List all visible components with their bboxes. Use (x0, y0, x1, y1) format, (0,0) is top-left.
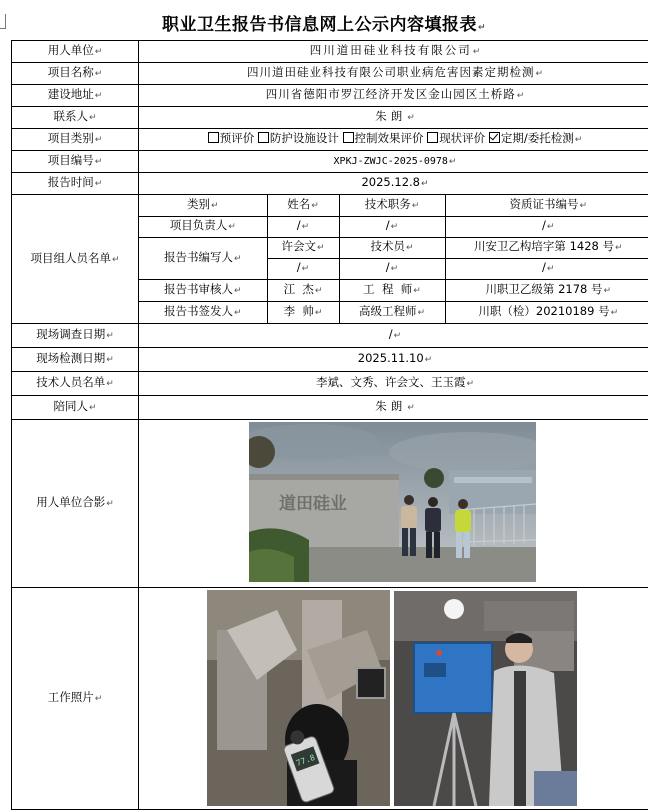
row-group-photo: 用人单位合影↵ (12, 420, 648, 588)
employer-value: 四川道田硅业科技有限公司 (310, 43, 472, 57)
tech-staff-label: 技术人员名单 (36, 375, 105, 389)
report-time-label: 报告时间 (48, 175, 94, 189)
row-test-date: 现场检测日期↵ 2025.11.10↵ (12, 348, 648, 372)
row-address: 建设地址↵ 四川省德阳市罗江经济开发区金山园区土桥路↵ (12, 85, 648, 107)
row-work-photos: 工作照片↵ (12, 588, 648, 810)
checkbox-icon[interactable] (343, 132, 354, 143)
team-writer-row: /↵ /↵ /↵ (139, 258, 648, 279)
survey-date-label: 现场调查日期 (36, 327, 105, 341)
address-label: 建设地址 (48, 87, 94, 101)
contact-value: 朱朗 (375, 109, 406, 123)
row-employer: 用人单位↵ 四川道田硅业科技有限公司↵ (12, 41, 648, 63)
checkbox-icon[interactable] (258, 132, 269, 143)
checkbox-option[interactable]: 控制效果评价 (343, 131, 424, 145)
team-header-row: 类别↵ 姓名↵ 技术职务↵ 资质证书编号↵ (139, 195, 648, 216)
work-photos-label: 工作照片 (48, 690, 94, 704)
row-project-type: 项目类别↵ 预评价 防护设施设计 控制效果评价 现状评价 定期/委托检测↵ (12, 129, 648, 151)
work-photo-left (207, 590, 390, 806)
row-report-time: 报告时间↵ 2025.12.8↵ (12, 173, 648, 195)
report-time-value: 2025.12.8 (361, 175, 420, 189)
row-contact: 联系人↵ 朱朗↵ (12, 107, 648, 129)
contact-label: 联系人 (53, 109, 88, 123)
project-name-label: 项目名称 (48, 65, 94, 79)
svg-text:道田硅业: 道田硅业 (279, 493, 347, 513)
escort-label: 陪同人 (53, 399, 88, 413)
row-team: 项目组人员名单↵ 类别↵ 姓名↵ 技术职务↵ 资质证书编号↵ 项目负责人↵ /↵ /↵ /↵ 报告书编写人↵ 许会文↵ 技术员↵ 川安卫乙构培字第 1428 号↵ /↵ /↵ /↵ 报告书审核人↵ 江 杰↵ 工 程 师↵ 川职卫乙级第 2178 号↵ 报告书签发人↵ 李 帅↵ 高级工程师↵ 川职（检）20210189 号↵ (12, 195, 648, 324)
project-no-value: XPKJ-ZWJC-2025-0978 (334, 156, 448, 167)
team-issuer-row: 报告书签发人↵ 李 帅↵ 高级工程师↵ 川职（检）20210189 号↵ (139, 301, 648, 323)
work-photo-right (394, 591, 577, 806)
checkbox-icon[interactable] (427, 132, 438, 143)
team-leader-row: 项目负责人↵ /↵ /↵ /↵ (139, 216, 648, 237)
team-subtable (139, 195, 648, 323)
row-survey-date: 现场调查日期↵ /↵ (12, 324, 648, 348)
page-title: 职业卫生报告书信息网上公示内容填报表↵ (0, 10, 648, 35)
checkbox-option[interactable]: 预评价 (208, 131, 255, 145)
checkbox-icon[interactable] (489, 132, 500, 143)
address-value: 四川省德阳市罗江经济开发区金山园区土桥路 (266, 87, 516, 101)
team-writer-row: 报告书编写人↵ 许会文↵ 技术员↵ 川安卫乙构培字第 1428 号↵ (139, 237, 648, 258)
svg-text:77.8: 77.8 (295, 753, 316, 768)
test-date-value: 2025.11.10 (358, 351, 424, 365)
escort-value: 朱朗 (375, 399, 406, 413)
checkbox-option[interactable]: 定期/委托检测 (489, 131, 574, 145)
tech-staff-value: 李斌、文秀、许会文、王玉霞 (316, 375, 466, 389)
work-photo-left-illustration (207, 590, 390, 806)
project-type-label: 项目类别 (48, 131, 94, 145)
row-escort: 陪同人↵ 朱朗↵ (12, 396, 648, 420)
test-date-label: 现场检测日期 (36, 351, 105, 365)
row-project-no: 项目编号↵ XPKJ-ZWJC-2025-0978↵ (12, 151, 648, 173)
team-reviewer-row: 报告书审核人↵ 江 杰↵ 工 程 师↵ 川职卫乙级第 2178 号↵ (139, 279, 648, 301)
project-no-label: 项目编号 (48, 153, 94, 167)
survey-date-value: / (389, 327, 393, 341)
row-tech-staff: 技术人员名单↵ 李斌、文秀、许会文、王玉霞↵ (12, 372, 648, 396)
checkbox-icon[interactable] (208, 132, 219, 143)
group-photo (249, 422, 536, 582)
checkbox-option[interactable]: 防护设施设计 (258, 131, 339, 145)
team-label: 项目组人员名单 (30, 251, 111, 265)
checkbox-option[interactable]: 现状评价 (427, 131, 485, 145)
work-photo-right-illustration (394, 591, 577, 806)
employer-label: 用人单位 (48, 43, 94, 57)
row-project-name: 项目名称↵ 四川道田硅业科技有限公司职业病危害因素定期检测↵ (12, 63, 648, 85)
group-photo-illustration (249, 422, 536, 582)
project-name-value: 四川道田硅业科技有限公司职业病危害因素定期检测 (247, 65, 535, 79)
group-photo-label: 用人单位合影 (36, 495, 105, 509)
